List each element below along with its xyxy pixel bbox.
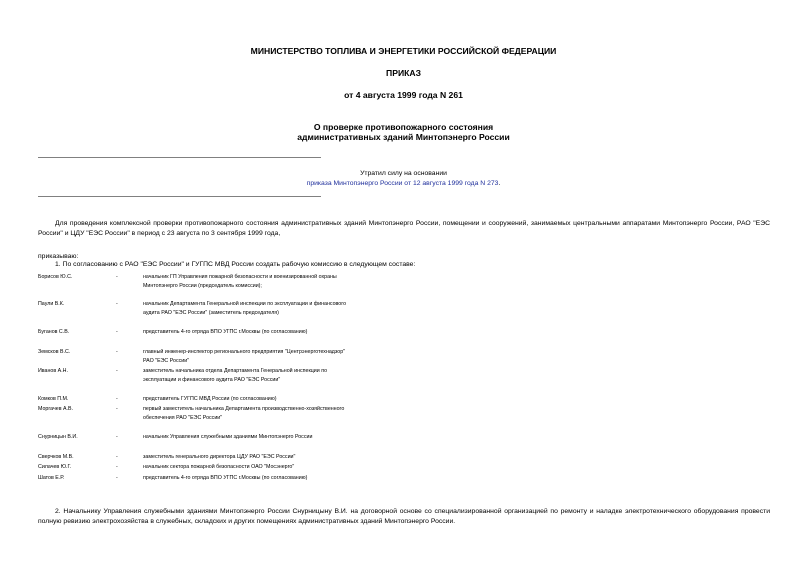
ministry-heading: МИНИСТЕРСТВО ТОПЛИВА И ЭНЕРГЕТИКИ РОССИЙСКОЙ ФЕДЕРАЦИИ [250,46,557,56]
member-name: Буганов С.В. [38,329,70,335]
member-dash: - [116,454,118,460]
member-description: представитель 4-го отряда ВПО УГПС г.Москвы (по согласованию) [143,475,308,481]
member-dash: - [116,434,118,440]
member-name: Моргачев А.В. [38,406,74,412]
member-name: Иванов А.Н. [38,368,68,374]
member-dash: - [116,368,118,374]
document-subject-line-2: административных зданий Минтопэнерго России [297,132,510,142]
member-description: главный инженер-инспектор регионального предприятия "Центрэнерготехнадзор" РАО "ЕЭС России" [143,349,346,364]
member-description: заместитель генерального директора ЦДУ РАО "ЕЭС России" [143,454,296,460]
member-description: первый заместитель начальника Департамента производственно-хозяйственного обеспечения РАО "ЕЭС России" [143,406,345,421]
member-name: Снурницын В.И. [38,434,78,440]
member-dash: - [116,406,118,412]
member-dash: - [116,301,118,307]
member-dash: - [116,396,118,402]
status-note-link-line [0,180,807,187]
member-description: начальник сектора пожарной безопасности ОАО "Мосэнерго" [143,464,295,470]
member-name: Паули В.К. [38,301,65,307]
divider-top [38,157,321,158]
member-dash: - [116,274,118,280]
member-dash: - [116,464,118,470]
member-dash: - [116,329,118,335]
order-item-2: 2. Начальнику Управления служебными зданиями Минтопэнерго России Снурницыну В.И. на договорной основе со специализированной организацией по ремонту и наладке электротехнического оборудования провести полную ревизию электрохозяйства в служебных, складских и других помещениях административных зданий Минтопэнерго России. [38,508,770,525]
member-description: начальник Управления служебными зданиями Минтопэнерго России [143,434,313,440]
status-note: Утратил силу на основании [360,170,447,177]
member-description: представитель 4-го отряда ВПО УГПС г.Москвы (по согласованию) [143,329,308,335]
member-description: заместитель начальника отдела Департамента Генеральной инспекции по эксплуатации и финансового аудита РАО "ЕЭС России" [143,368,328,383]
status-note-end: . [498,180,501,187]
member-name: Сверчков М.В. [38,454,74,460]
member-name: Шатов Е.Р. [38,475,65,481]
order-word: приказываю: [38,253,79,260]
member-description: начальник ГП Управления пожарной безопасности и военизированной охраны Минтопэнерго России (председатель комиссии); [143,274,337,289]
member-name: Силачев Ю.Г. [38,464,72,470]
member-name: Комков П.М. [38,396,69,402]
intro-paragraph: Для проведения комплексной проверки противопожарного состояния административных зданий Минтопэнерго России, помещении и сооружений, занимаемых центральными аппаратами Минтопэнерго России, РАО "ЕЭС России" и ЦДУ "ЕЭС России" в период с 23 августа по 3 сентября 1999 года, [38,220,770,237]
member-description: начальник Департамента Генеральной инспекции по эксплуатации и финансового аудита РАО "ЕЭС России" (заместитель председателя) [143,301,347,316]
member-dash: - [116,475,118,481]
divider-bottom [38,196,321,197]
document-subject-line-1: О проверке противопожарного состояния [313,122,494,132]
member-description: представитель ГУГПС МВД России (по согласованию) [143,396,277,402]
member-name: Земсков В.С. [38,349,71,355]
document-type: ПРИКАЗ [386,68,421,78]
member-name: Борисов Ю.С. [38,274,73,280]
order-item-1: 1. По согласованию с РАО "ЕЭС России" и ГУГПС МВД России создать рабочую комиссию в следующем составе: [55,261,416,268]
document-date: от 4 августа 1999 года N 261 [344,90,463,100]
member-dash: - [116,349,118,355]
repeal-order-link[interactable]: приказа Минтопэнерго России от 12 августа 1999 года N 273 [306,180,499,187]
